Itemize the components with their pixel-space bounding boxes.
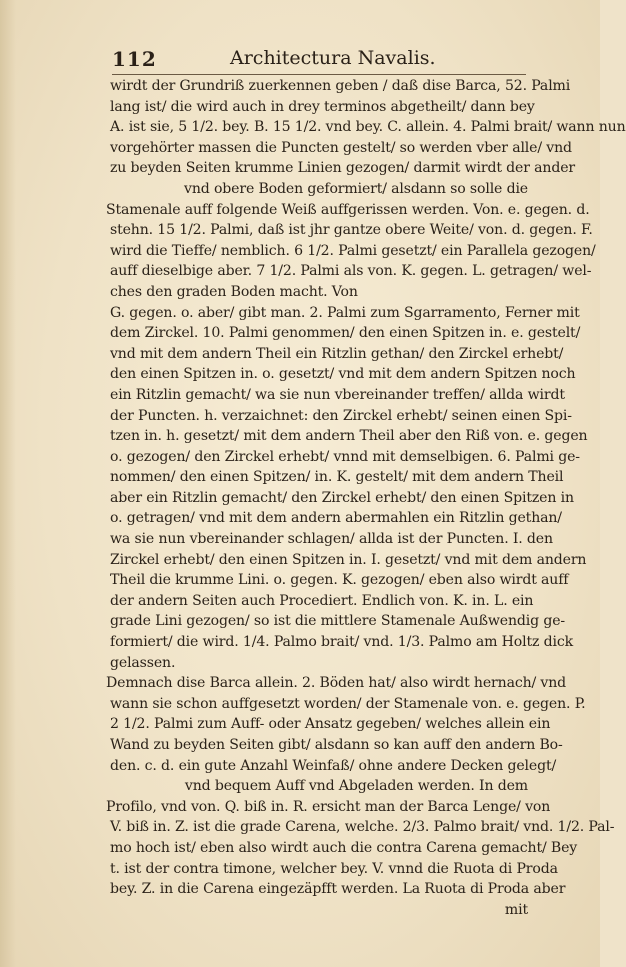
text-line: G. gegen. o. aber/ gibt man. 2. Palmi zum Sgarramento, Ferner mit bbox=[110, 304, 580, 321]
text-line: nommen/ den einen Spitzen/ in. K. gestelt/ mit dem andern Theil bbox=[110, 469, 564, 486]
page-number: 112 bbox=[112, 47, 157, 71]
text-line: lang ist/ die wird auch in drey terminos abgetheilt/ dann bey bbox=[110, 98, 535, 115]
text-line: der Puncten. h. verzaichnet: den Zirckel erhebt/ seinen einen Spi- bbox=[110, 407, 572, 424]
text-line: wa sie nun vbereinander schlagen/ allda ist der Puncten. I. den bbox=[110, 531, 553, 548]
text-line: stehn. 15 1/2. Palmi, daß ist jhr gantze obere Weite/ von. d. gegen. F. bbox=[110, 222, 593, 239]
text-line: o. getragen/ vnd mit dem andern abermahlen ein Ritzlin gethan/ bbox=[110, 510, 562, 527]
text-line: ches den graden Boden macht. Von bbox=[110, 283, 358, 300]
text-line: mo hoch ist/ eben also wirdt auch die contra Carena gemacht/ Bey bbox=[110, 839, 578, 856]
text-line: o. gezogen/ den Zirckel erhebt/ vnnd mit demselbigen. 6. Palmi ge- bbox=[110, 448, 580, 465]
text-line: grade Lini gezogen/ so ist die mittlere Stamenale Außwendig ge- bbox=[110, 613, 566, 630]
text-line: 2 1/2. Palmi zum Auff- oder Ansatz gegeben/ welches allein ein bbox=[110, 716, 551, 733]
text-line: bey. Z. in die Carena eingezäpfft werden. La Ruota di Proda aber bbox=[110, 881, 566, 898]
text-line: vnd bequem Auff vnd Abgeladen werden. In dem bbox=[184, 778, 528, 795]
running-title: Architectura Navalis. bbox=[230, 47, 436, 69]
text-line: vnd mit dem andern Theil ein Ritzlin gethan/ den Zirckel erhebt/ bbox=[110, 345, 564, 362]
text-line: A. ist sie, 5 1/2. bey. B. 15 1/2. vnd bey. C. allein. 4. Palmi brait/ wann nun bbox=[110, 119, 626, 136]
page-gutter-shadow bbox=[0, 0, 16, 967]
header-rule bbox=[112, 74, 526, 75]
text-line: mit bbox=[504, 901, 528, 918]
text-line: Stamenale auff folgende Weiß auffgerissen werden. Von. e. gegen. d. bbox=[106, 201, 590, 218]
text-line: aber ein Ritzlin gemacht/ den Zirckel erhebt/ den einen Spitzen in bbox=[110, 489, 574, 506]
text-line: Theil die krumme Lini. o. gegen. K. gezogen/ eben also wirdt auff bbox=[110, 572, 569, 589]
text-line: Zirckel erhebt/ den einen Spitzen in. I. gesetzt/ vnd mit dem andern bbox=[110, 551, 587, 568]
text-line: dem Zirckel. 10. Palmi genommen/ den einen Spitzen in. e. gestelt/ bbox=[110, 325, 581, 342]
text-line: V. biß in. Z. ist die grade Carena, welche. 2/3. Palmo brait/ vnd. 1/2. Pal- bbox=[110, 819, 615, 836]
text-line: zu beyden Seiten krumme Linien gezogen/ darmit wirdt der ander bbox=[110, 160, 575, 177]
text-line: Demnach dise Barca allein. 2. Böden hat/ also wirdt hernach/ vnd bbox=[106, 675, 567, 692]
text-line: wird die Tieffe/ nemblich. 6 1/2. Palmi gesetzt/ ein Parallela gezogen/ bbox=[110, 242, 596, 259]
text-line: der andern Seiten auch Procediert. Endlich von. K. in. L. ein bbox=[110, 592, 534, 609]
text-line: auff dieselbige aber. 7 1/2. Palmi als von. K. gegen. L. getragen/ wel- bbox=[110, 263, 592, 280]
text-line: Wand zu beyden Seiten gibt/ alsdann so kan auff den andern Bo- bbox=[110, 737, 563, 753]
text-line: den. c. d. ein gute Anzahl Weinfaß/ ohne andere Decken gelegt/ bbox=[110, 757, 557, 774]
text-line: vnd obere Boden geformiert/ alsdann so solle die bbox=[184, 180, 528, 197]
text-line: vorgehörter massen die Puncten gestelt/ so werden vber alle/ vnd bbox=[110, 139, 572, 156]
text-line: t. ist der contra timone, welcher bey. V. vnnd die Ruota di Proda bbox=[110, 860, 558, 877]
page-header bbox=[112, 47, 532, 77]
text-line: wann sie schon auffgesetzt worden/ der Stamenale von. e. gegen. P. bbox=[110, 695, 586, 712]
text-line: tzen in. h. gesetzt/ mit dem andern Theil aber den Riß von. e. gegen bbox=[110, 428, 588, 445]
text-line: wirdt der Grundriß zuerkennen geben / daß dise Barca, 52. Palmi bbox=[110, 78, 571, 94]
text-line: formiert/ die wird. 1/4. Palmo brait/ vnd. 1/3. Palmo am Holtz dick bbox=[110, 634, 573, 651]
body-text bbox=[106, 76, 626, 920]
text-line: ein Ritzlin gemacht/ wa sie nun vbereinander treffen/ allda wirdt bbox=[110, 386, 565, 403]
text-line: den einen Spitzen in. o. gesetzt/ vnd mit dem andern Spitzen noch bbox=[110, 366, 576, 383]
text-line: gelassen. bbox=[110, 654, 176, 671]
text-line: Profilo, vnd von. Q. biß in. R. ersicht man der Barca Lenge/ von bbox=[106, 798, 551, 815]
